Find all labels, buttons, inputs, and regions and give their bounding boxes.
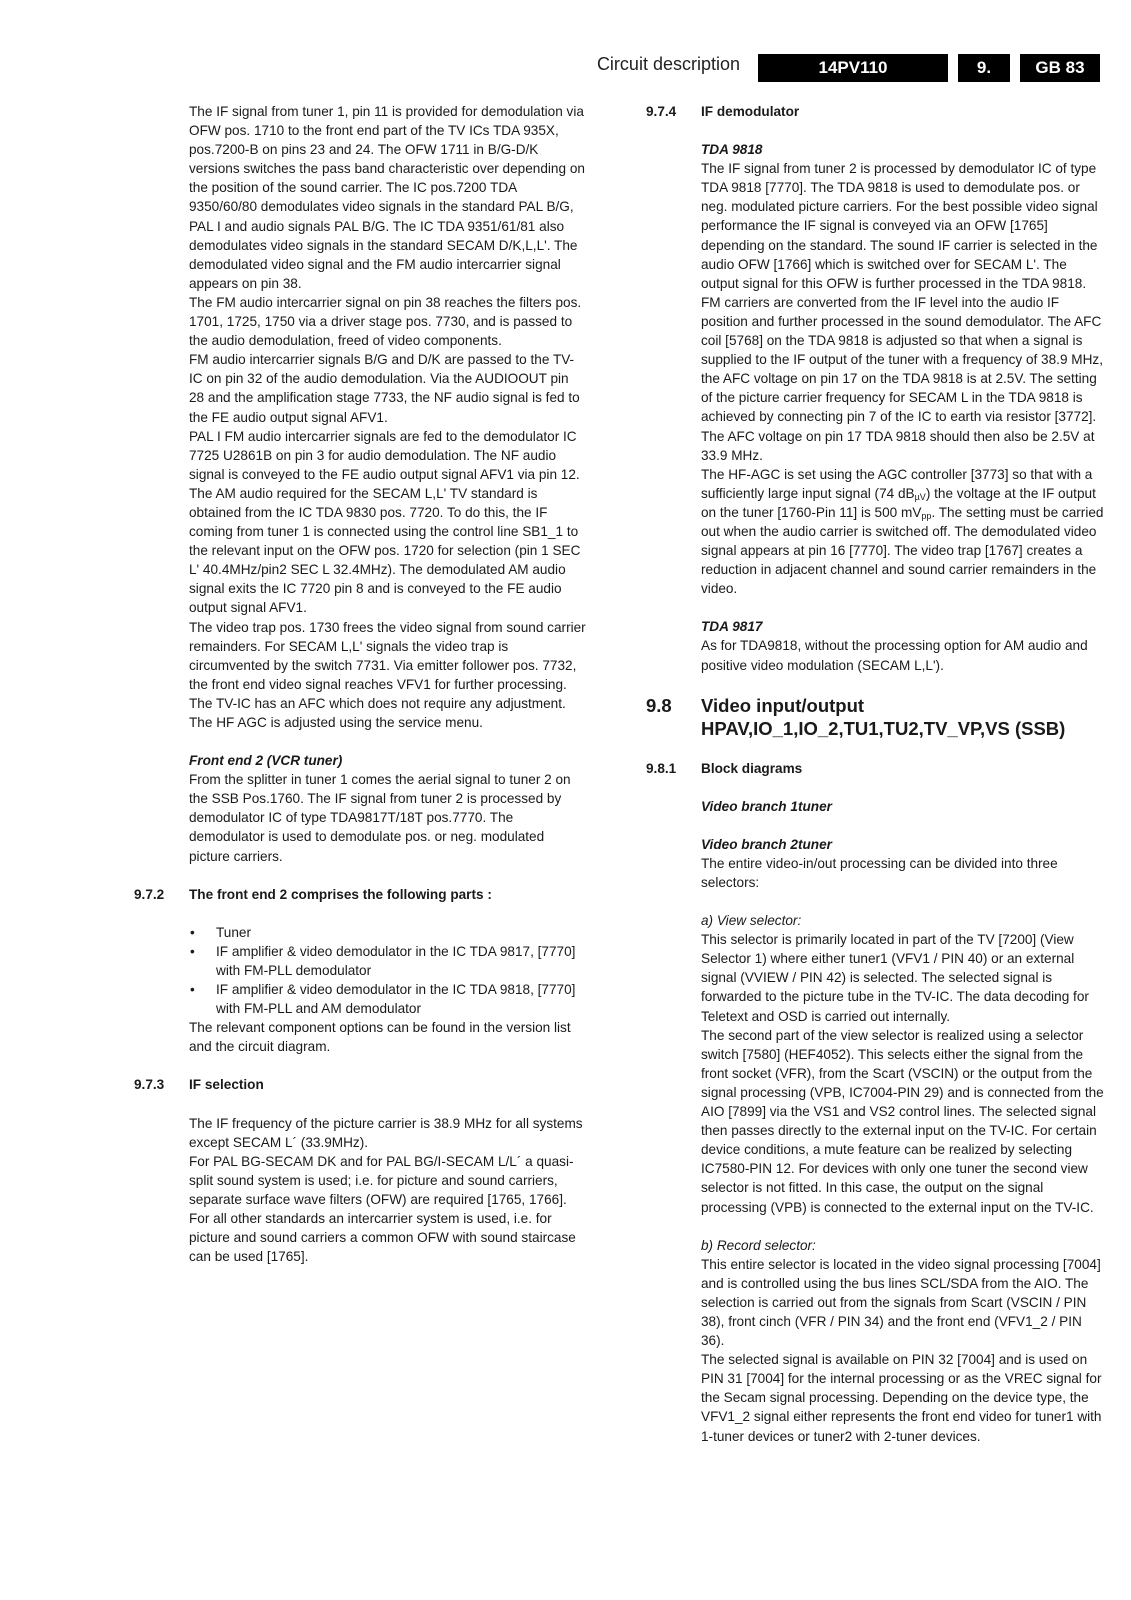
parts-list bbox=[189, 923, 587, 1018]
paragraph: The selected signal is available on PIN 32 [7004] and is used on PIN 31 [7004] for the internal processing or as the VREC signal for the Secam signal processing. Depending on the device type, the VFV1_2 signal either represents the front end video for tuner1 with 1-tuner devices or tuner2 with 2-tuner devices. bbox=[701, 1352, 1102, 1444]
section-title: The front end 2 comprises the following parts : bbox=[189, 886, 492, 902]
header-chapter-box bbox=[958, 54, 1010, 82]
left-column bbox=[134, 102, 587, 1266]
chapter-number: 9.8 bbox=[646, 694, 672, 716]
subheading-view-selector: a) View selector: bbox=[701, 913, 802, 929]
header-model-box bbox=[758, 54, 948, 82]
section-title: IF selection bbox=[189, 1077, 264, 1093]
paragraph: FM audio intercarrier signals B/G and D/K are passed to the TV-IC on pin 32 of the audio demodulation. Via the AUDIOOUT pin 28 and the amplification stage 7733, the NF audio signal is fed to the FE audio output signal AFV1. bbox=[189, 352, 580, 425]
paragraph: As for TDA9818, without the processing option for AM audio and positive video modulation (SECAM L,L'). bbox=[701, 638, 1088, 673]
paragraph: PAL I FM audio intercarrier signals are fed to the demodulator IC 7725 U2861B on pin 3 for audio demodulation. The NF audio signal is conveyed to the FE audio output signal AFV1 via pin 12. bbox=[189, 428, 580, 482]
header-model: 14PV110 bbox=[818, 58, 888, 77]
text-run: ) the voltage at the IF output on the tuner [1760-Pin 11] is 500 mV bbox=[701, 485, 1096, 520]
subscript: pp bbox=[921, 510, 932, 521]
section-heading-9-7-2 bbox=[134, 885, 587, 904]
paragraph: The IF signal from tuner 1, pin 11 is provided for demodulation via OFW pos. 1710 to the front end part of the TV ICs TDA 935X, pos.7200-B on pins 23 and 24. The OFW 1711 in B/G-D/K versions switches the pass band characteristic over depending on the position of the sound carrier. The IC pos.7200 TDA 9350/60/80 demodulates video signals in the standard PAL B/G, PAL I and audio signals PAL B/G. The IC TDA 9351/61/81 also demodulates video signals in the standard SECAM D/K,L,L'. The demodulated video signal and the FM audio intercarrier signal appears on pin 38. bbox=[189, 104, 585, 291]
section-number: 9.7.2 bbox=[134, 886, 165, 902]
section-heading-9-7-3 bbox=[134, 1075, 587, 1094]
paragraph: The video trap pos. 1730 frees the video signal from sound carrier remainders. For SECAM L,L' signals the video trap is circumvented by the switch 7731. Via emitter follower pos. 7732, the front end video signal reaches VFV1 for further processing. The TV-IC has an AFC which does not require any adjustment. The HF AGC is adjusted using the service menu. bbox=[189, 619, 586, 730]
subheading-video-branch-1: Video branch 1tuner bbox=[701, 798, 832, 814]
section-number: 9.7.4 bbox=[646, 104, 677, 119]
text-run: . The setting must be carried out when the audio carrier is switched off. The demodulated video signal appears at pin 16 [7770]. The video trap [1767] creates a reduction in adjacent channel and sound carrier remainders in the video. bbox=[701, 504, 1104, 597]
section-heading-9-8-1 bbox=[646, 759, 1106, 778]
section-number: 9.8.1 bbox=[646, 760, 677, 776]
paragraph: The IF frequency of the picture carrier is 38.9 MHz for all systems except SECAM L´ (33.9MHz). bbox=[189, 1115, 583, 1150]
paragraph: This selector is primarily located in part of the TV [7200] (View Selector 1) where either tuner1 (VFV1 / PIN 40) or an external signal (VVIEW / PIN 42) is selected. The selected signal is forwarded to the picture tube in the TV-IC. The data decoding for Teletext and OSD is carried out internally. bbox=[701, 932, 1089, 1024]
paragraph: For PAL BG-SECAM DK and for PAL BG/I-SECAM L/L´ a quasi-split sound system is used; i.e. for picture and sound carriers, separate surface wave filters (OFW) are required [1765, 1766]. For all other standards an intercarrier system is used, i.e. for picture and sound carriers a common OFW with sound staircase can be used [1765]. bbox=[189, 1153, 576, 1265]
paragraph: This entire selector is located in the video signal processing [7004] and is controlled using the bus lines SCL/SDA from the AIO. The selection is carried out from the signals from Scart (VSCIN / PIN 38), front cinch (VFR / PIN 34) and the front end (VFV1_2 / PIN 36). bbox=[701, 1256, 1101, 1349]
subscript: µV bbox=[914, 491, 926, 502]
list-item: • Tuner bbox=[189, 923, 587, 942]
chapter-title-line-1: Video input/output bbox=[701, 694, 865, 716]
paragraph: The FM audio intercarrier signal on pin 38 reaches the filters pos. 1701, 1725, 1750 via a driver stage pos. 7730, and is passed to the audio demodulation, freed of video components. bbox=[189, 294, 582, 349]
right-column bbox=[646, 102, 1106, 1446]
header-page-box bbox=[1020, 54, 1100, 82]
text-run: The HF-AGC is set using the AGC controller [3773] so that with a sufficiently large input signal (74 dB bbox=[701, 466, 1093, 501]
header-chapter: 9. bbox=[976, 58, 992, 77]
paragraph: The entire video-in/out processing can be divided into three selectors: bbox=[701, 855, 1058, 890]
paragraph: The IF signal from tuner 2 is processed by demodulator IC of type TDA 9818 [7770]. The TDA 9818 is used to demodulate pos. or neg. modulated picture carriers. For the best possible video signal performance the IF signal is conveyed via an OFW [1765] depending on the standard. The sound IF carrier is selected in the audio OFW [1766] which is switched over for SECAM L'. The output signal for this OFW is further processed in the TDA 9818. FM carriers are converted from the IF level into the audio IF position and further processed in the sound demodulator. The AFC coil [5768] on the TDA 9818 is adjusted so that when a signal is supplied to the IF output of the tuner with a frequency of 38.9 MHz, the AFC voltage on pin 17 on the TDA 9818 is at 2.5V. The setting of the picture carrier frequency for SECAM L in the TDA 9818 is achieved by connecting pin 7 of the IC to earth via resistor [3772]. The AFC voltage on pin 17 TDA 9818 should then also be 2.5V at 33.9 MHz. bbox=[701, 161, 1104, 463]
paragraph: From the splitter in tuner 1 comes the aerial signal to tuner 2 on the SSB Pos.1760. The IF signal from tuner 2 is processed by demodulator IC of type TDA9817T/18T pos.7770. The demodulator is used to demodulate pos. or neg. modulated picture carriers. bbox=[189, 772, 571, 864]
subheading-tda9818: TDA 9818 bbox=[701, 142, 763, 158]
section-title: Block diagrams bbox=[701, 760, 803, 776]
subheading-video-branch-2: Video branch 2tuner bbox=[701, 836, 832, 852]
chapter-heading-9-8 bbox=[646, 694, 1106, 740]
header-title: Circuit description bbox=[596, 54, 740, 74]
section-heading-9-7-4 bbox=[646, 102, 1106, 121]
paragraph: The second part of the view selector is realized using a selector switch [7580] (HEF4052). This selects either the signal from the front socket (VFR), from the Scart (VSCIN) or the output from the signal processing (VPB, IC7004-PIN 29) and is connected from the AIO [7899] via the VS1 and VS2 control lines. The selected signal then passes directly to the external input on the TV-IC. For certain device conditions, a mute feature can be realized by selecting IC7580-PIN 12. For devices with only one tuner the second view selector is not fitted. In this case, the output on the signal processing (VPB) is connected to the external input on the TV-IC. bbox=[701, 1027, 1104, 1215]
chapter-title-line-2: HPAV,IO_1,IO_2,TU1,TU2,TV_VP,VS (SSB) bbox=[701, 717, 1066, 739]
subheading-tda9817: TDA 9817 bbox=[701, 619, 763, 635]
section-title: IF demodulator bbox=[701, 104, 800, 119]
subheading-record-selector: b) Record selector: bbox=[701, 1237, 816, 1253]
header-page: GB 83 bbox=[1035, 58, 1085, 77]
subheading-front-end-2: Front end 2 (VCR tuner) bbox=[189, 753, 343, 769]
paragraph: The relevant component options can be found in the version list and the circuit diagram. bbox=[189, 1020, 571, 1055]
list-item: • IF amplifier & video demodulator in the IC TDA 9817, [7770] with FM-PLL demodulator bbox=[189, 942, 587, 980]
list-item: • IF amplifier & video demodulator in the IC TDA 9818, [7770] with FM-PLL and AM demodulator bbox=[189, 980, 587, 1018]
section-number: 9.7.3 bbox=[134, 1077, 165, 1093]
paragraph-agc bbox=[701, 465, 1106, 599]
paragraph: The AM audio required for the SECAM L,L' TV standard is obtained from the IC TDA 9830 pos. 7720. To do this, the IF coming from tuner 1 is connected using the control line SB1_1 to the relevant input on the OFW pos. 1720 for selection (pin 1 SEC L' 40.4MHz/pin2 SEC L 32.4MHz). The demodulated AM audio signal exits the IC 7720 pin 8 and is conveyed to the FE audio output signal AFV1. bbox=[189, 485, 581, 616]
